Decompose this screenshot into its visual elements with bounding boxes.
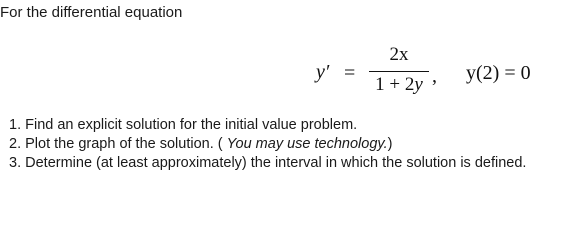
task-item	[9, 154, 526, 173]
equation-equals-sign: =	[344, 62, 356, 84]
task-item	[9, 135, 526, 154]
task-text: Determine (at least approximately) the interval in which the solution is defined.	[25, 155, 527, 171]
denominator-constant: 1 + 2	[375, 74, 415, 95]
task-item	[9, 116, 526, 135]
equation-fraction	[368, 44, 430, 100]
fraction-denominator	[368, 74, 430, 96]
intro-text: For the differential equation	[0, 4, 183, 21]
fraction-bar	[369, 71, 429, 72]
denominator-variable: y	[414, 74, 423, 95]
task-emphasis: You may use technology.	[226, 136, 388, 152]
task-number: 3.	[9, 155, 22, 171]
fraction-numerator: 2x	[389, 44, 409, 65]
initial-condition: y(2) = 0	[466, 62, 531, 84]
task-text: Plot the graph of the solution. (	[25, 136, 223, 152]
task-number: 1.	[9, 117, 22, 133]
equation-comma: ,	[432, 65, 437, 87]
task-suffix: )	[387, 136, 393, 152]
task-text: Find an explicit solution for the initial value problem.	[25, 117, 358, 133]
equation-lhs: y′	[316, 61, 330, 83]
task-list	[9, 116, 526, 173]
task-number: 2.	[9, 136, 22, 152]
